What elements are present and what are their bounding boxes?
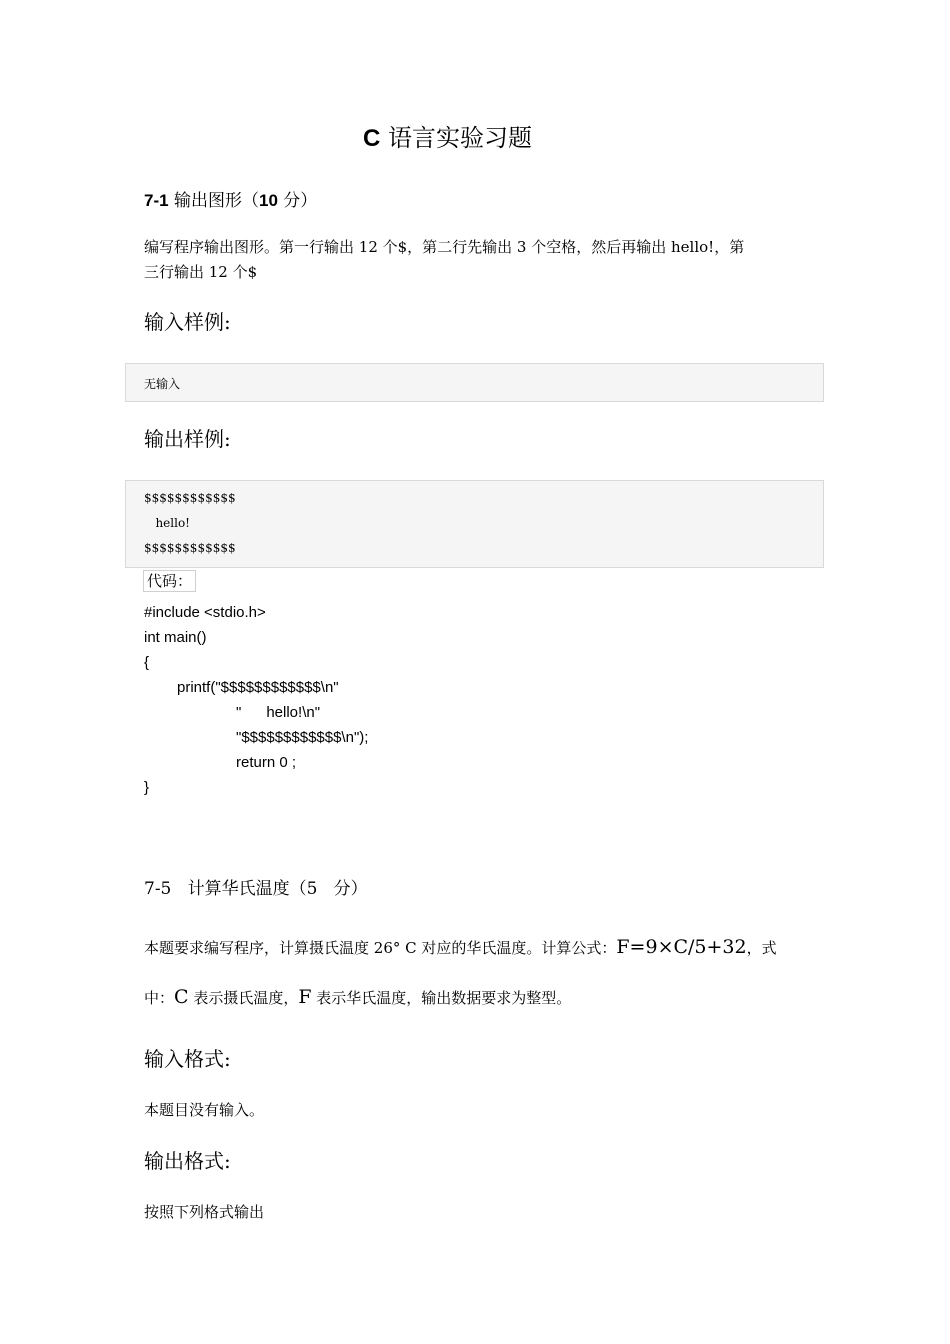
output-format-text: 按照下列格式输出	[144, 1203, 265, 1221]
var-f: F	[298, 986, 312, 1008]
code-line-8: }	[144, 779, 150, 796]
input-sample-text: 无输入	[144, 377, 181, 391]
problem2-desc2-c: 表示华氏温度，输出数据要求为整型。	[311, 989, 572, 1007]
output-sample-line-3: $$$$$$$$$$$$	[144, 541, 236, 555]
problem1-description-line1: 编写程序输出图形。第一行输出 12 个$，第二行先输出 3 个空格，然后再输出 hello!，第	[144, 238, 745, 256]
problem1-score: 10	[258, 191, 278, 210]
problem2-heading: 7-5 计算华氏温度（5 分）	[144, 879, 368, 899]
formula: F=9×C/5+32	[616, 936, 747, 958]
title-prefix: C	[363, 125, 381, 152]
problem2-description-line1	[144, 934, 777, 961]
code-line-4: printf("$$$$$$$$$$$$\n"	[177, 679, 339, 696]
problem2-desc1-b: ，式	[746, 939, 777, 957]
output-sample-heading: 输出样例:	[144, 427, 231, 451]
problem1-name-end: 分）	[277, 191, 318, 211]
problem2-desc2-b: 表示摄氏温度，	[188, 989, 299, 1007]
output-sample-line-1: $$$$$$$$$$$$	[144, 491, 236, 505]
document-title	[0, 118, 895, 153]
problem1-name: 输出图形（	[168, 191, 259, 211]
code-label: 代码：	[143, 570, 196, 592]
output-format-heading: 输出格式:	[144, 1149, 231, 1173]
code-line-2: int main()	[144, 629, 207, 646]
code-line-3: {	[144, 654, 150, 671]
code-line-5: " hello!\n"	[236, 704, 321, 721]
title-rest: 语言实验习题	[380, 124, 532, 152]
code-line-1: #include <stdio.h>	[144, 604, 266, 621]
problem1-heading	[144, 186, 317, 211]
input-format-text: 本题目没有输入。	[144, 1101, 265, 1119]
input-format-heading: 输入格式:	[144, 1047, 231, 1071]
input-sample-heading: 输入样例:	[144, 310, 231, 334]
code-line-7: return 0 ;	[236, 754, 297, 771]
output-sample-line-2: hello!	[144, 516, 190, 530]
problem2-description-line2	[144, 984, 571, 1011]
problem1-number: 7-1	[144, 191, 169, 210]
problem2-desc2-a: 中：	[144, 989, 175, 1007]
problem1-description-line2: 三行输出 12 个$	[144, 263, 258, 281]
problem2-desc1-a: 本题要求编写程序，计算摄氏温度 26° C 对应的华氏温度。计算公式：	[144, 939, 617, 957]
code-line-6: "$$$$$$$$$$$$\n");	[236, 729, 369, 746]
var-c: C	[174, 986, 189, 1008]
input-sample-box	[125, 363, 824, 402]
